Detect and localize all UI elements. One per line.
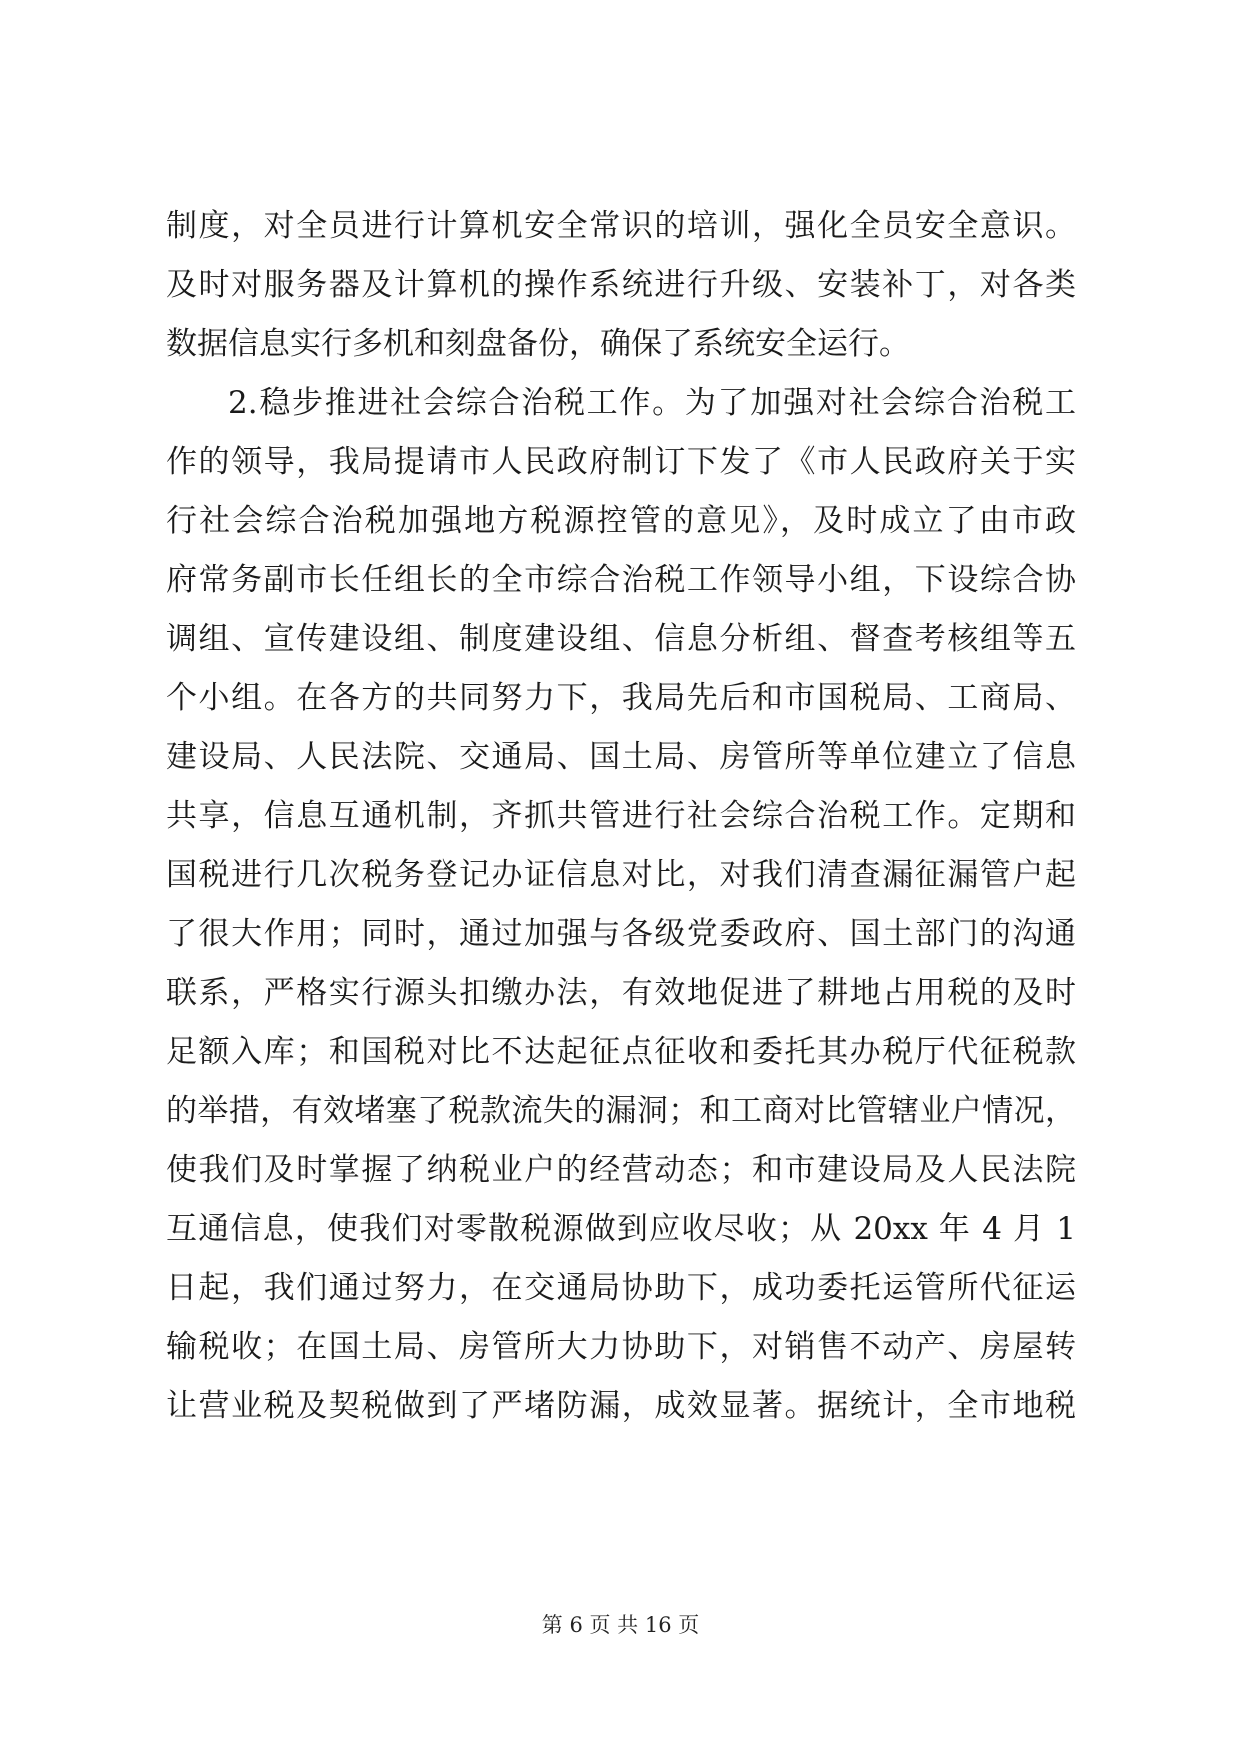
body-text: [166, 197, 1076, 1436]
text-line-12: 国税进行几次税务登记办证信息对比，对我们清查漏征漏管户起: [166, 857, 1076, 893]
text-line-19: 日起，我们通过努力，在交通局协助下，成功委托运管所代征运: [166, 1270, 1076, 1306]
text-line-1: 制度，对全员进行计算机安全常识的培训，强化全员安全意识。: [166, 208, 1076, 244]
text-line-10: 建设局、人民法院、交通局、国土局、房管所等单位建立了信息: [166, 739, 1076, 775]
text-line-8: 调组、宣传建设组、制度建设组、信息分析组、督查考核组等五: [166, 621, 1076, 657]
text-line-5: 作的领导，我局提请市人民政府制订下发了《市人民政府关于实: [166, 444, 1076, 480]
text-line-13: 了很大作用；同时，通过加强与各级党委政府、国土部门的沟通: [166, 916, 1076, 952]
text-line-21: 让营业税及契税做到了严堵防漏，成效显著。据统计，全市地税: [166, 1388, 1076, 1424]
text-line-14: 联系，严格实行源头扣缴办法，有效地促进了耕地占用税的及时: [166, 975, 1076, 1011]
text-line-4: 2.稳步推进社会综合治税工作。为了加强对社会综合治税工: [228, 385, 1076, 421]
text-line-11: 共享，信息互通机制，齐抓共管进行社会综合治税工作。定期和: [166, 798, 1076, 834]
text-line-6: 行社会综合治税加强地方税源控管的意见》，及时成立了由市政: [166, 503, 1076, 539]
text-line-16: 的举措，有效堵塞了税款流失的漏洞；和工商对比管辖业户情况，: [166, 1093, 1076, 1129]
page-footer: [0, 1610, 1241, 1640]
page-number-label: 第 6 页 共 16 页: [541, 1613, 700, 1637]
text-line-18: 互通信息，使我们对零散税源做到应收尽收；从 20xx 年 4 月 1: [166, 1211, 1076, 1247]
text-line-20: 输税收；在国土局、房管所大力协助下，对销售不动产、房屋转: [166, 1329, 1076, 1365]
text-line-3: 数据信息实行多机和刻盘备份，确保了系统安全运行。: [166, 326, 910, 362]
text-line-2: 及时对服务器及计算机的操作系统进行升级、安装补丁，对各类: [166, 267, 1076, 303]
text-line-17: 使我们及时掌握了纳税业户的经营动态；和市建设局及人民法院: [166, 1152, 1076, 1188]
text-line-15: 足额入库；和国税对比不达起征点征收和委托其办税厅代征税款: [166, 1034, 1076, 1070]
text-line-9: 个小组。在各方的共同努力下，我局先后和市国税局、工商局、: [166, 680, 1076, 716]
text-line-7: 府常务副市长任组长的全市综合治税工作领导小组，下设综合协: [166, 562, 1076, 598]
